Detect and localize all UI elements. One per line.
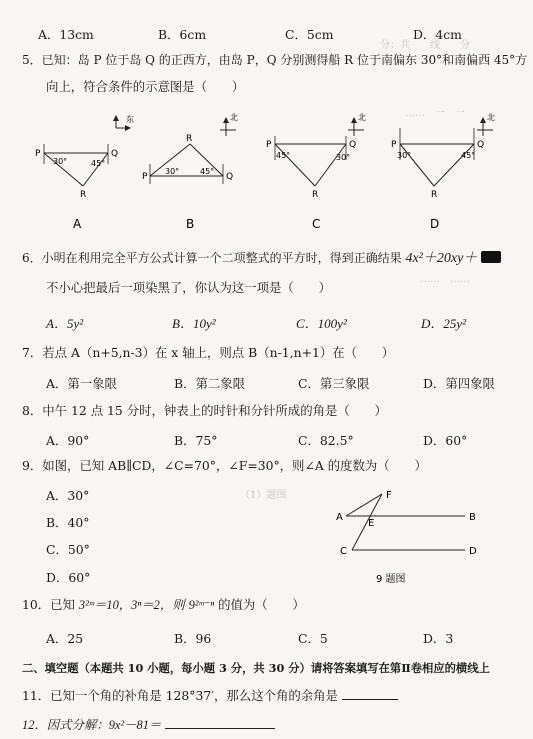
q9-option-a[interactable]: A．30° bbox=[46, 488, 90, 503]
section-heading-fill-in: 二、填空题（本题共 10 小题，每小题 3 分，共 30 分）请将答案填写在第Ⅱ卷相应的横线上 bbox=[22, 661, 490, 675]
q4-option-c[interactable]: C．5cm bbox=[285, 27, 334, 42]
q4-option-d[interactable]: D．4cm bbox=[413, 27, 462, 42]
diagram-a[interactable] bbox=[35, 114, 134, 231]
compass-label-c: 北 bbox=[358, 113, 366, 122]
bleed-through-text: （1）题图 bbox=[240, 490, 287, 501]
bleed-through-text: …… 一 一 bbox=[405, 108, 465, 119]
point-q-label: Q bbox=[111, 149, 119, 159]
q12-stem-text: 12．因式分解：9x²－81＝ bbox=[22, 718, 162, 732]
point-q-label: Q bbox=[226, 172, 234, 182]
q11-answer-blank[interactable] bbox=[342, 699, 398, 700]
q10-stem-prefix: 10．已知 bbox=[22, 597, 75, 612]
q5-stem-line1: 5．已知：岛 P 位于岛 Q 的正西方，由岛 P，Q 分别测得船 R 位于南偏东 30°和南偏西 45°方 bbox=[22, 53, 528, 67]
point-d-label: D bbox=[469, 546, 477, 557]
q5-diagrams bbox=[0, 108, 533, 233]
angle-label: 45° bbox=[461, 151, 476, 160]
q10-option-b[interactable]: B．96 bbox=[174, 631, 212, 646]
angle-label: 45° bbox=[91, 159, 106, 168]
q11-stem bbox=[22, 688, 398, 704]
q10-expression: 9²ᵐ⁻ⁿ bbox=[188, 598, 215, 612]
point-p-label: P bbox=[35, 149, 41, 159]
point-p-label: P bbox=[391, 140, 397, 150]
q7-option-b[interactable]: B．第二象限 bbox=[174, 376, 246, 391]
angle-label: 30° bbox=[53, 157, 68, 166]
diagram-letter-c: C bbox=[312, 217, 321, 231]
compass-label-a: 东 bbox=[126, 115, 134, 124]
angle-label: 45° bbox=[200, 167, 215, 176]
q5-stem-line2: 向上，符合条件的示意图是（ ） bbox=[46, 79, 245, 94]
q7-option-a[interactable]: A．第一象限 bbox=[46, 376, 117, 391]
q6-stem-line2: 不小心把最后一项染黑了，你认为这一项是（ ） bbox=[46, 280, 331, 295]
q6-option-b[interactable]: B．10y² bbox=[172, 316, 216, 331]
q7-option-c[interactable]: C．第三象限 bbox=[298, 376, 370, 391]
q9-figure bbox=[330, 480, 490, 590]
diagram-b[interactable] bbox=[142, 112, 238, 231]
point-p-label: P bbox=[266, 140, 272, 150]
diagram-d[interactable] bbox=[391, 112, 495, 231]
point-c-label: C bbox=[340, 546, 347, 557]
diagram-letter-b: B bbox=[186, 217, 195, 231]
q8-option-c[interactable]: C．82.5° bbox=[298, 433, 354, 448]
angle-label: 45° bbox=[276, 151, 291, 160]
angle-label: 30° bbox=[336, 153, 351, 162]
q6-option-c[interactable]: C．100y² bbox=[296, 316, 347, 331]
q9-option-b[interactable]: B．40° bbox=[46, 515, 90, 530]
q4-option-a[interactable]: A．13cm bbox=[38, 27, 94, 42]
q7-option-d[interactable]: D．第四象限 bbox=[423, 376, 495, 391]
q4-option-b[interactable]: B．6cm bbox=[158, 27, 207, 42]
point-q-label: Q bbox=[477, 140, 485, 150]
q9-option-d[interactable]: D．60° bbox=[46, 570, 91, 585]
q11-stem-text: 11．已知一个角的补角是 128°37′，那么这个角的余角是 bbox=[22, 688, 338, 703]
point-r-label: R bbox=[80, 190, 87, 200]
compass-label-d: 北 bbox=[487, 113, 495, 122]
q12-answer-blank[interactable] bbox=[165, 728, 275, 729]
q10-condition: 3²ᵐ＝10，3ⁿ＝2，则 bbox=[78, 598, 185, 612]
point-e-label: E bbox=[368, 518, 375, 529]
angle-label: 30° bbox=[397, 151, 412, 160]
point-r-label: R bbox=[186, 134, 193, 144]
q10-option-c[interactable]: C．5 bbox=[298, 631, 328, 646]
q8-option-d[interactable]: D．60° bbox=[423, 433, 468, 448]
point-q-label: Q bbox=[349, 140, 357, 150]
point-r-label: R bbox=[431, 190, 438, 200]
bleed-through-text: …… …… bbox=[420, 274, 470, 285]
q12-stem bbox=[22, 717, 275, 733]
bleed-through-text: 分：共 线 分 bbox=[380, 40, 470, 51]
point-r-label: R bbox=[312, 190, 319, 200]
point-p-label: P bbox=[142, 172, 148, 182]
q6-option-a[interactable]: A．5y² bbox=[46, 316, 84, 331]
point-f-label: F bbox=[386, 490, 392, 501]
q10-stem bbox=[22, 597, 305, 613]
q6-expression: 4x²＋20xy＋ bbox=[405, 251, 478, 266]
blacked-out-term bbox=[481, 251, 501, 263]
q10-stem-suffix: 的值为（ ） bbox=[218, 597, 305, 612]
q8-option-a[interactable]: A．90° bbox=[46, 433, 90, 448]
q9-figure-caption: 9 题图 bbox=[376, 574, 406, 585]
angle-label: 30° bbox=[165, 167, 180, 176]
q9-stem: 9．如图，已知 AB∥CD，∠C=70°，∠F=30°，则∠A 的度数为（ ） bbox=[22, 458, 427, 473]
point-b-label: B bbox=[469, 512, 476, 523]
compass-label-b: 北 bbox=[230, 113, 238, 122]
diagram-letter-a: A bbox=[73, 217, 82, 231]
q8-stem: 8．中午 12 点 15 分时，钟表上的时针和分针所成的角是（ ） bbox=[22, 403, 387, 418]
point-a-label: A bbox=[336, 512, 343, 523]
q8-option-b[interactable]: B．75° bbox=[174, 433, 218, 448]
q6-option-d[interactable]: D．25y² bbox=[421, 316, 467, 331]
q6-stem-line1 bbox=[22, 250, 501, 267]
diagram-letter-d: D bbox=[430, 217, 440, 231]
q10-option-a[interactable]: A．25 bbox=[46, 631, 84, 646]
diagram-c[interactable] bbox=[266, 112, 366, 231]
q6-stem-prefix: 6．小明在利用完全平方公式计算一个二项整式的平方时，得到正确结果 bbox=[22, 251, 402, 265]
q7-stem: 7．若点 A（n+5,n-3）在 x 轴上，则点 B（n-1,n+1）在（ ） bbox=[22, 345, 395, 360]
q10-option-d[interactable]: D．3 bbox=[423, 631, 454, 646]
q9-option-c[interactable]: C．50° bbox=[46, 542, 90, 557]
